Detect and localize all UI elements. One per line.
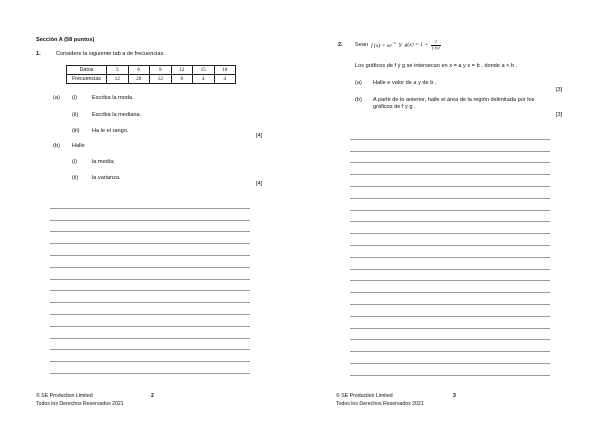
- table-cell: 15: [193, 66, 215, 75]
- q2-lead: Sean: [355, 41, 369, 48]
- answer-line[interactable]: [50, 280, 250, 292]
- q2-and-word: y: [398, 41, 402, 48]
- answer-line[interactable]: [350, 270, 550, 282]
- table-cell: 12: [150, 75, 172, 84]
- question-1-prompt: Considere la siguiente tab a de frecuencias.: [56, 51, 165, 57]
- answer-line[interactable]: [350, 163, 550, 175]
- answer-line[interactable]: [350, 152, 550, 164]
- answer-line[interactable]: [50, 315, 250, 327]
- answer-line[interactable]: [350, 199, 550, 211]
- footer-copyright: © SE Production Limited: [36, 393, 93, 399]
- answer-line[interactable]: [350, 222, 550, 234]
- table-cell: 4: [193, 75, 215, 84]
- part-a-marks: [4]: [256, 133, 263, 139]
- answer-line[interactable]: [50, 327, 250, 339]
- part-a-label: (a): [355, 80, 362, 86]
- page-number: 3: [453, 393, 456, 399]
- answer-line[interactable]: [50, 232, 250, 244]
- table-cell: 20: [128, 75, 150, 84]
- item-text: Escriba la moda.: [92, 95, 134, 101]
- item-number: (ii): [72, 175, 79, 181]
- table-row-frecuencias: [67, 75, 236, 84]
- footer-copyright: © SE Production Limited: [336, 393, 393, 399]
- answer-line[interactable]: [350, 281, 550, 293]
- answer-line[interactable]: [50, 350, 250, 362]
- item-text: Ha le el rango.: [92, 128, 129, 134]
- answer-line[interactable]: [350, 140, 550, 152]
- table-row-datos: [67, 66, 236, 75]
- answer-line[interactable]: [350, 128, 550, 140]
- answer-line[interactable]: [350, 364, 550, 376]
- answer-lines-q1: [50, 197, 250, 374]
- table-cell: 8: [171, 75, 193, 84]
- page-right: [300, 0, 600, 424]
- question-1-number: 1.: [36, 51, 41, 57]
- answer-line[interactable]: [350, 211, 550, 223]
- answer-line[interactable]: [350, 329, 550, 341]
- f-exponent: −x: [391, 40, 396, 45]
- answer-line[interactable]: [50, 291, 250, 303]
- table-cell: 12: [107, 75, 129, 84]
- answer-line[interactable]: [350, 305, 550, 317]
- item-text: la varianza.: [92, 175, 121, 181]
- answer-line[interactable]: [350, 293, 550, 305]
- table-row-header: Datos: [67, 66, 107, 75]
- table-cell: 4: [214, 75, 236, 84]
- g-definition: g(x) = 1 +: [404, 41, 429, 48]
- answer-line[interactable]: [350, 175, 550, 187]
- table-row-header: Frecuencias: [67, 75, 107, 84]
- intersection-statement: Los gráficos de f y g se intersecan en x = a y x = b , donde a < b .: [355, 63, 518, 69]
- table-cell: 12: [171, 66, 193, 75]
- answer-line[interactable]: [50, 362, 250, 374]
- answer-line[interactable]: [350, 258, 550, 270]
- item-number: (iii): [72, 128, 80, 134]
- footer-rights: Todos los Derechos Reservados 2021: [336, 401, 424, 407]
- item-number: (i): [72, 95, 77, 101]
- g-fraction-denominator: f (x): [432, 44, 440, 50]
- answer-line[interactable]: [350, 352, 550, 364]
- answer-line[interactable]: [350, 234, 550, 246]
- item-text: Escriba la mediana.: [92, 112, 142, 118]
- answer-line[interactable]: [350, 340, 550, 352]
- answer-line[interactable]: [350, 246, 550, 258]
- item-text: la media;: [92, 159, 115, 165]
- part-b-marks: [4]: [256, 181, 263, 187]
- frequency-table: [66, 65, 236, 84]
- part-a-text: Halle e valor de a y de b .: [373, 80, 437, 86]
- f-definition: f $(x) = xe^{-x}$: [371, 40, 396, 49]
- answer-line[interactable]: [50, 268, 250, 280]
- answer-line[interactable]: [350, 317, 550, 329]
- page-number: 2: [151, 393, 154, 399]
- table-cell: 18: [214, 66, 236, 75]
- part-b-lead: Halle: [72, 143, 85, 149]
- answer-line[interactable]: [50, 221, 250, 233]
- question-2-definition: [355, 36, 441, 54]
- answer-lines-q2: [350, 128, 550, 376]
- part-b-label: (b): [355, 97, 362, 103]
- table-cell: 3: [107, 66, 129, 75]
- item-number: (ii): [72, 112, 79, 118]
- question-2-number: 2.: [338, 42, 343, 48]
- answer-line[interactable]: [50, 256, 250, 268]
- table-cell: 6: [128, 66, 150, 75]
- answer-line[interactable]: [50, 197, 250, 209]
- answer-line[interactable]: [50, 209, 250, 221]
- part-b-text-line2: gráficos de f y g .: [373, 104, 416, 110]
- part-b-marks: [3]: [556, 112, 563, 118]
- section-title: Sección A (58 puntos): [36, 37, 95, 43]
- answer-line[interactable]: [350, 187, 550, 199]
- part-b-label: (b): [53, 143, 60, 149]
- table-cell: 9: [150, 66, 172, 75]
- part-b-text-line1: A partir de lo anterior, halle el área de la región delimitada por los: [373, 97, 535, 103]
- answer-line[interactable]: [50, 244, 250, 256]
- part-a-label: (a): [53, 95, 60, 101]
- footer-rights: Todos los Derechos Reservados 2021: [36, 401, 124, 407]
- g-fraction: [431, 40, 441, 50]
- item-number: (i): [72, 159, 77, 165]
- part-a-marks: [3]: [556, 87, 563, 93]
- answer-line[interactable]: [50, 339, 250, 351]
- answer-line[interactable]: [50, 303, 250, 315]
- g-fraction-numerator: 1: [431, 40, 441, 46]
